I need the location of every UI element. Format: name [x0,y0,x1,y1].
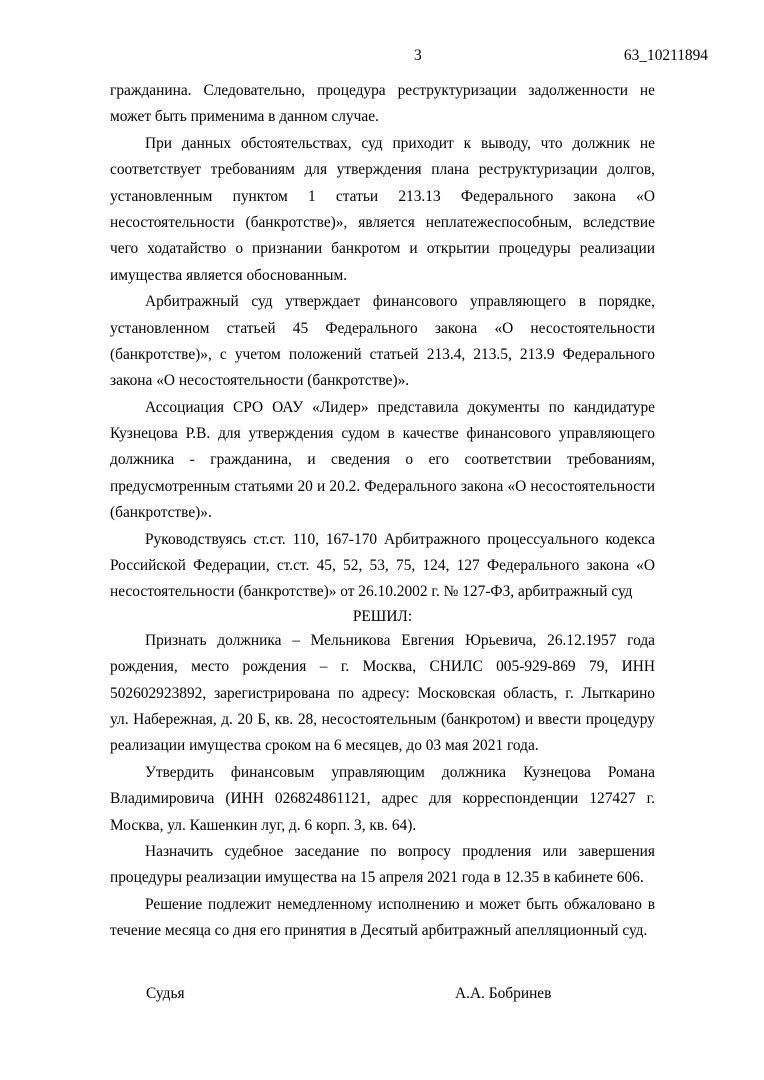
text-line: установленном статьей 45 Федерального закона «О несостоятельности [110,319,655,337]
text-line: предусмотренным статьями 20 и 20.2. Федерального закона «О несостоятельности [110,477,655,495]
text-line: Решение подлежит немедленному исполнению и может быть обжаловано в [145,895,655,913]
text-line: Признать должника – Мельникова Евгения Юрьевича, 26.12.1957 года [145,631,655,649]
text-line: Назначить судебное заседание по вопросу продления или завершения [145,842,655,860]
paragraph [110,527,655,606]
text-line: реализации имущества сроком на 6 месяцев, до 03 мая 2021 года. [110,737,539,755]
text-line: Владимировича (ИНН 026824861121, адрес для корреспонденции 127427 г. [110,790,655,808]
text-line: закона «О несостоятельности (банкротстве)». [110,372,410,390]
text-line: Кузнецова Р.В. для утверждения судом в качестве финансового управляющего [110,425,655,443]
decision-paragraph [110,628,655,760]
signature-title: Судья [146,985,185,1002]
decision-paragraph [110,892,655,945]
text-line: может быть применима в данном случае. [110,108,379,126]
text-line: процедуры реализации имущества на 15 апреля 2021 года в 12.35 в кабинете 606. [110,869,644,887]
decision-paragraph [110,760,655,839]
text-line: Российской Федерации, ст.ст. 45, 52, 53, 75, 124, 127 Федерального закона «О [110,557,655,575]
paragraph [110,78,655,131]
text-line: рождения, место рождения – г. Москва, СНИЛС 005-929-869 79, ИНН [110,658,655,676]
text-line: несостоятельности (банкротстве)», является неплатежеспособным, вследствие [110,213,655,231]
decision-paragraph [110,839,655,892]
text-line: соответствует требованиям для утверждения плана реструктуризации долгов, [110,161,655,179]
paragraph [110,131,655,289]
text-line: 502602923892, зарегистрирована по адресу: Московская область, г. Лыткарино [110,684,655,702]
text-line: имущества является обоснованным. [110,266,348,284]
text-line: чего ходатайство о признании банкротом и открытии процедуры реализации [110,240,655,258]
text-line: Утвердить финансовым управляющим должника Кузнецова Романа [145,763,655,781]
text-line: Москва, ул. Кашенкин луг, д. 6 корп. 3, кв. 64). [110,816,417,834]
document-body [110,78,655,945]
case-number: 63_10211894 [623,47,708,64]
text-line: ул. Набережная, д. 20 Б, кв. 28, несостоятельным (банкротом) и ввести процедуру [110,710,655,728]
text-line: (банкротстве)», с учетом положений статьей 213.4, 213.5, 213.9 Федерального [110,345,655,363]
text-line: Арбитражный суд утверждает финансового управляющего в порядке, [145,293,655,311]
text-line: течение месяца со дня его принятия в Десятый арбитражный апелляционный суд. [110,922,648,940]
text-line: При данных обстоятельствах, суд приходит к выводу, что должник не [145,134,655,152]
paragraph [110,289,655,395]
text-line: Руководствуясь ст.ст. 110, 167-170 Арбитражного процессуального кодекса [145,530,655,548]
text-line: установленным пунктом 1 статьи 213.13 Федерального закона «О [110,187,655,205]
page-number: 3 [414,47,422,64]
text-line: гражданина. Следовательно, процедура реструктуризации задолженности не [110,82,655,99]
text-line: несостоятельности (банкротстве)» от 26.10.2002 г. № 127-ФЗ, арбитражный суд [110,583,633,601]
decision-heading: РЕШИЛ: [352,607,413,625]
paragraph [110,395,655,527]
signature-name: А.А. Бобринев [455,985,552,1002]
text-line: Ассоциация СРО ОАУ «Лидер» представила документы по кандидатуре [145,398,655,416]
text-line: (банкротстве)». [110,504,212,522]
text-line: должника - гражданина, и сведения о его соответствии требованиям, [110,451,655,469]
